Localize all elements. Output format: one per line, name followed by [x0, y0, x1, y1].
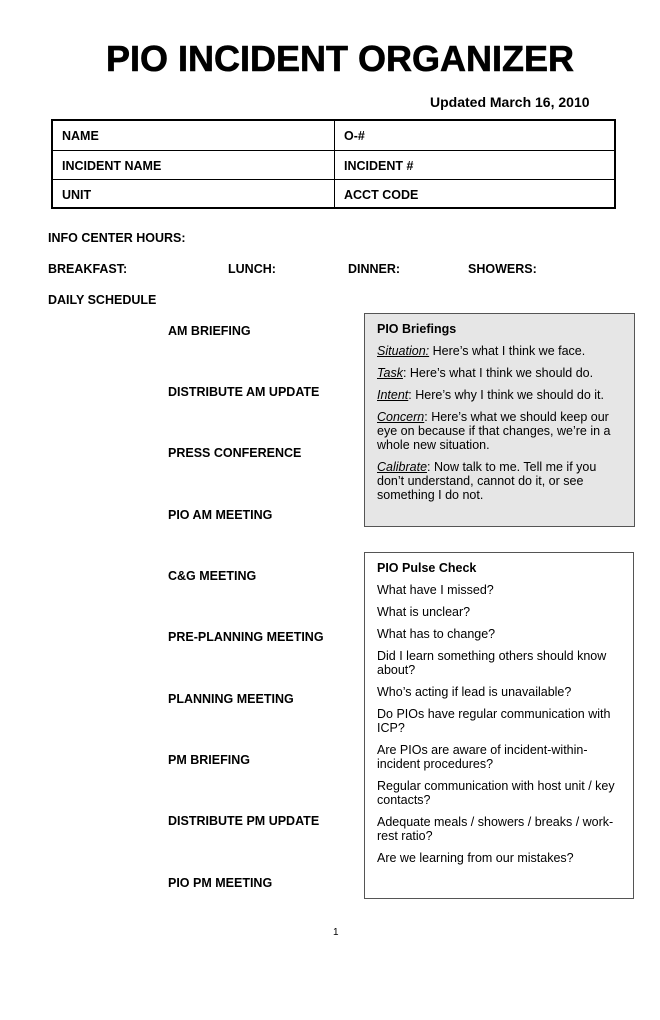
pulse-check-item: What has to change?	[377, 627, 496, 641]
schedule-item: PIO AM MEETING	[168, 508, 273, 522]
schedule-item: AM BRIEFING	[168, 324, 251, 338]
pio-briefings-box	[364, 313, 635, 527]
schedule-item: PM BRIEFING	[168, 753, 250, 767]
lunch-label: LUNCH:	[228, 262, 276, 276]
briefing-term: Situation:	[377, 344, 430, 358]
table-row	[53, 121, 614, 150]
page-number: 1	[333, 927, 339, 938]
schedule-item: PRESS CONFERENCE	[168, 446, 302, 460]
pulse-check-item: Are we learning from our mistakes?	[377, 851, 574, 865]
info-table	[51, 119, 616, 209]
briefings-title: PIO Briefings	[377, 322, 457, 336]
briefing-entry	[377, 460, 624, 502]
showers-label: SHOWERS:	[468, 262, 537, 276]
briefing-text: : Here’s why I think we should do it.	[408, 388, 604, 402]
pio-pulse-check-box	[364, 552, 634, 899]
briefing-term: Task	[377, 366, 403, 380]
updated-date: Updated March 16, 2010	[430, 94, 590, 110]
briefing-entry	[377, 410, 624, 452]
pulse-check-item: What have I missed?	[377, 583, 494, 597]
pulse-check-item: Regular communication with host unit / key contacts?	[377, 779, 615, 807]
briefing-text: : Here’s what we should keep our eye on because if that changes, we’re in a whole new situation.	[377, 410, 611, 452]
info-center-hours-label: INFO CENTER HOURS:	[48, 231, 186, 245]
schedule-item: PLANNING MEETING	[168, 692, 294, 706]
briefing-term: Concern	[377, 410, 425, 424]
briefing-text: Here’s what I think we face.	[429, 344, 586, 358]
pulse-check-item: Adequate meals / showers / breaks / work-rest ratio?	[377, 815, 614, 843]
pulse-check-item: Did I learn something others should know about?	[377, 649, 607, 677]
pulse-check-item: What is unclear?	[377, 605, 471, 619]
briefing-entry	[377, 366, 624, 380]
daily-schedule-heading: DAILY SCHEDULE	[48, 293, 157, 307]
schedule-item: DISTRIBUTE PM UPDATE	[168, 814, 320, 828]
acct-code-field[interactable]: ACCT CODE	[344, 188, 419, 202]
briefing-term: Intent	[377, 388, 409, 402]
schedule-item: PRE-PLANNING MEETING	[168, 630, 324, 644]
pulse-check-item: Do PIOs have regular communication with ICP?	[377, 707, 611, 735]
briefing-text: : Here’s what I think we should do.	[402, 366, 594, 380]
table-row	[53, 179, 614, 208]
pulse-check-title: PIO Pulse Check	[377, 561, 477, 575]
incident-name-field[interactable]: INCIDENT NAME	[53, 151, 335, 179]
incident-number-field[interactable]: INCIDENT #	[344, 159, 414, 173]
dinner-label: DINNER:	[348, 262, 401, 276]
briefing-term: Calibrate	[377, 460, 428, 474]
schedule-item: PIO PM MEETING	[168, 876, 273, 890]
schedule-item: C&G MEETING	[168, 569, 257, 583]
pulse-check-item: Are PIOs are aware of incident-within-incident procedures?	[377, 743, 588, 771]
page-title: PIO INCIDENT ORGANIZER	[105, 38, 575, 79]
breakfast-label: BREAKFAST:	[48, 262, 128, 276]
briefing-entry	[377, 344, 624, 358]
briefing-text: : Now talk to me. Tell me if you don’t understand, cannot do it, or see something I do not.	[377, 460, 597, 502]
table-row	[53, 150, 614, 179]
pulse-check-item: Who’s acting if lead is unavailable?	[377, 685, 572, 699]
o-number-field[interactable]: O-#	[344, 129, 365, 143]
schedule-item: DISTRIBUTE AM UPDATE	[168, 385, 320, 399]
briefing-entry	[377, 388, 624, 402]
name-field[interactable]: NAME	[53, 121, 335, 150]
unit-field[interactable]: UNIT	[53, 180, 335, 208]
